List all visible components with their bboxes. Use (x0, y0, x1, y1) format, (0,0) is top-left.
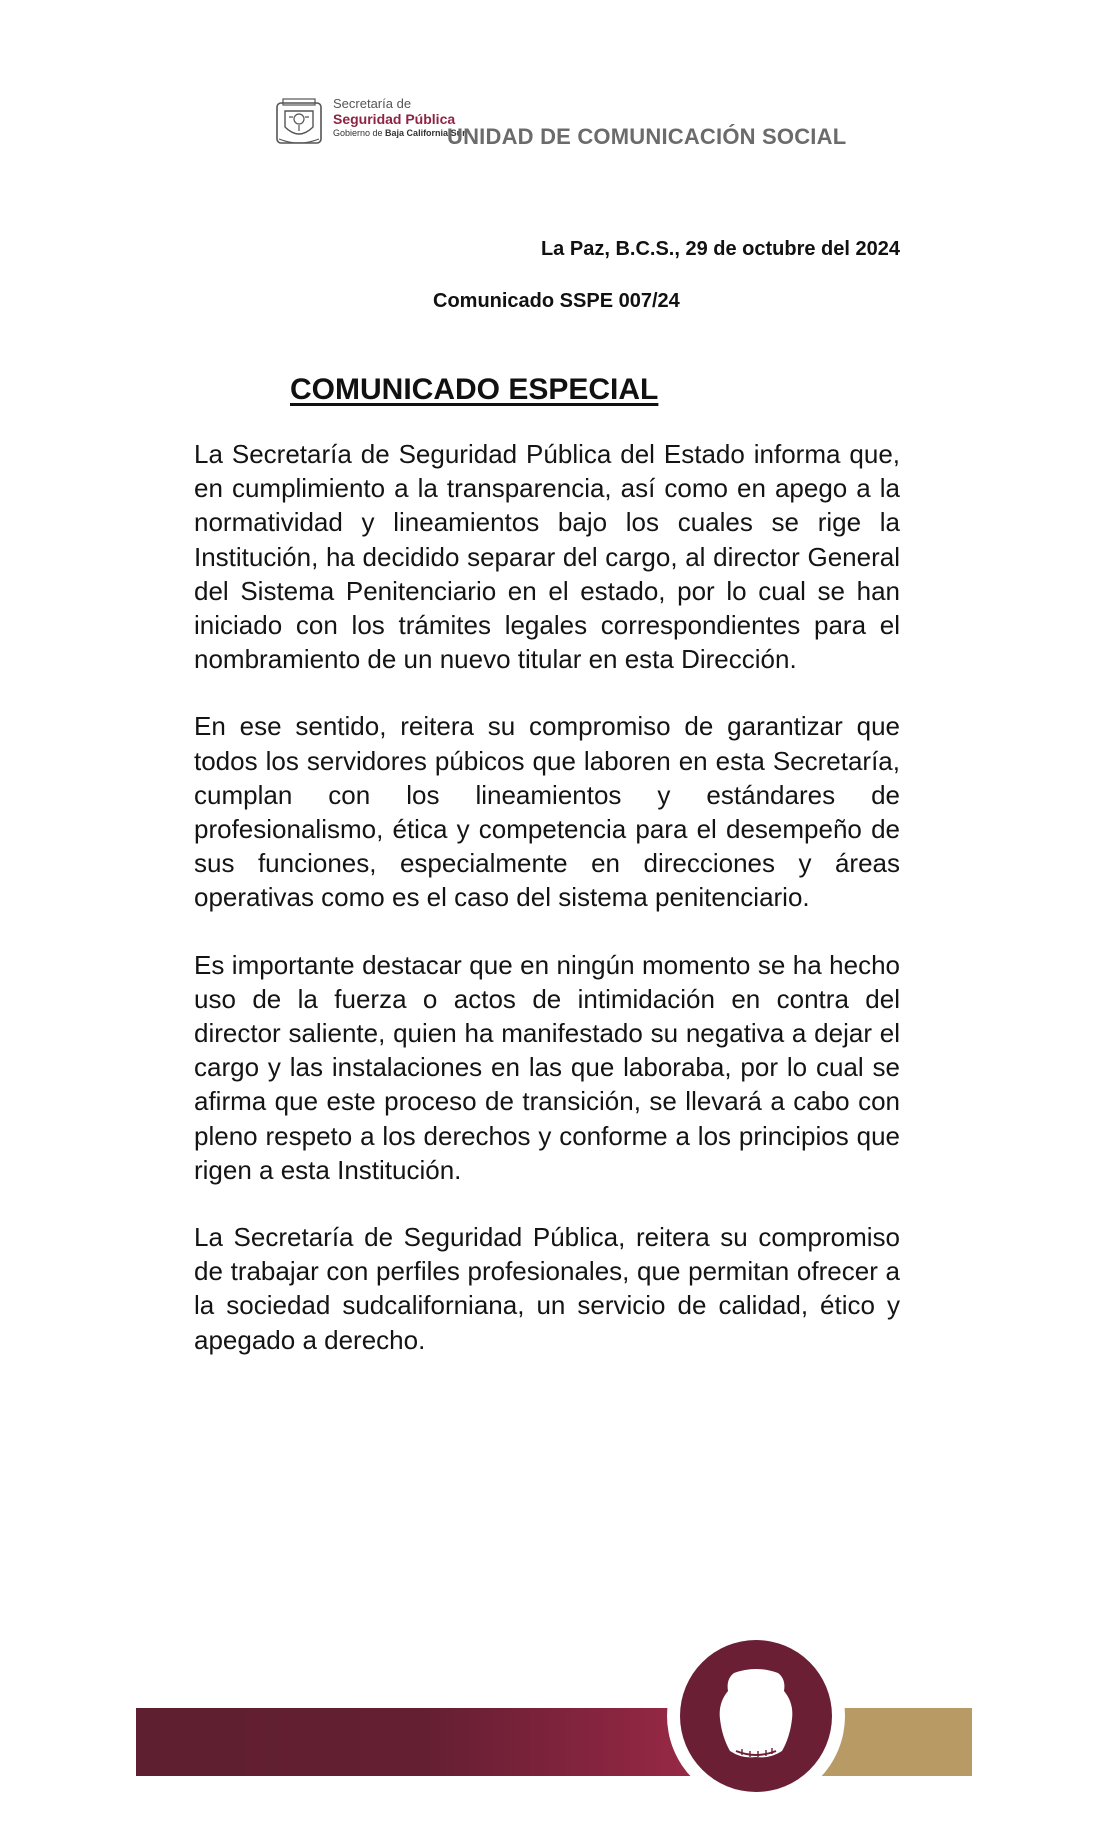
date-line: La Paz, B.C.S., 29 de octubre del 2024 (540, 238, 900, 260)
logo-line-secretaria: Secretaría de (333, 96, 412, 111)
shell-icon (712, 1665, 800, 1761)
communique-number: Comunicado SSPE 007/24 (433, 290, 680, 312)
unit-title: UNIDAD DE COMUNICACIÓN SOCIAL (447, 124, 847, 149)
logo-gobierno-state: Baja California Sur (385, 128, 466, 138)
logo-line-seguridad-publica: Seguridad Pública (333, 111, 456, 127)
paragraph-2: En ese sentido, reitera su compromiso de garantizar que todos los servidores púbicos que laboren en esta Secretaría, cumplan con los lineamientos y estándares de profesionalismo, ética y competencia para el desempeño de sus funciones, especialmente en direcciones y áreas operativas como es el caso del sistema penitenciario. (194, 711, 900, 913)
paragraph-3: Es importante destacar que en ningún momento se ha hecho uso de la fuerza o actos de intimidación en contra del director saliente, quien ha manifestado su negativa a dejar el cargo y las instalaciones en las que laboraba, por lo cual se afirma que este proceso de transición, se llevará a cabo con pleno respeto a los derechos y conforme a los principios que rigen a esta Institución. (194, 949, 900, 1185)
document-body (194, 437, 900, 1390)
logo-gobierno-prefix: Gobierno de (333, 128, 386, 138)
paragraph-1: La Secretaría de Seguridad Pública del Estado informa que, en cumplimiento a la transparencia, así como en apego a la normatividad y lineamientos bajo los cuales se rige la Institución, ha decidido separar del cargo, al director General del Sistema Penitenciario en el estado, por lo cual se han iniciado con los trámites legales correspondientes para el nombramiento de un nuevo titular en esta Dirección. (194, 439, 900, 675)
footer-color-band (136, 1708, 972, 1776)
document-title: COMUNICADO ESPECIAL (290, 373, 659, 406)
institution-logo (275, 95, 475, 151)
coat-of-arms-icon (275, 95, 323, 147)
paragraph-4: La Secretaría de Seguridad Pública, reitera su compromiso de trabajar con perfiles profesionales, que permitan ofrecer a la sociedad sudcaliforniana, un servicio de calidad, ético y apegado a derecho. (194, 1222, 900, 1355)
